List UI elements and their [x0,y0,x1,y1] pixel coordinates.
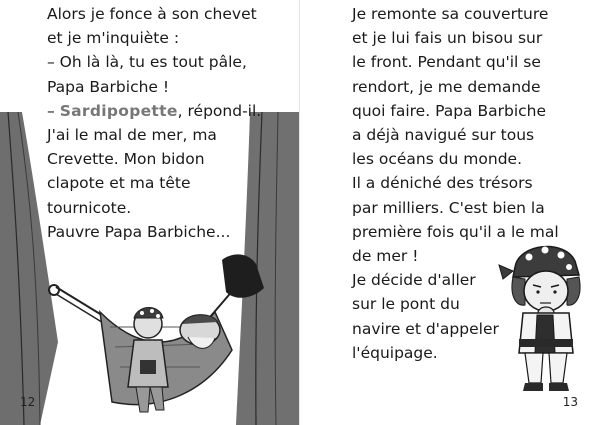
page-number-left: 12 [20,395,36,409]
dialog-suffix: , répond-il. [177,101,262,120]
text-line: Pauvre Papa Barbiche... [47,222,231,241]
text-line: première fois qu'il a le mal [352,222,559,241]
text-line: rendort, je me demande [352,77,541,96]
vest [535,315,555,353]
text-line: – Oh là là, tu es tout pâle, [47,53,247,72]
belt [519,339,573,347]
text-line: Je remonte sa couverture [352,5,549,23]
text-line: Crevette. Mon bidon [47,150,205,169]
text-line: navire et d'appeler [352,319,499,338]
text-line: Alors je fonce à son chevet [47,5,257,23]
text-line: les océans du monde. [352,150,523,169]
text-line: et je m'inquiète : [47,29,180,48]
text-line: clapote et ma tête [47,174,191,193]
text-line: J'ai le mal de mer, ma [47,126,217,145]
text-line: Papa Barbiche ! [47,77,170,96]
text-line: de mer ! [352,247,419,266]
text-line: Il a déniché des trésors [352,174,533,193]
character-name: Sardipopette [59,101,178,120]
text-line: Je décide d'aller [352,271,476,290]
page-number-right: 13 [562,395,578,409]
text-line: tournicote. [47,198,132,217]
right-page [300,0,600,425]
girl-face [524,271,568,311]
dialog-line [47,99,297,123]
text-line: sur le pont du [352,295,460,314]
girl-pirate-illustration [495,235,595,395]
left-page-text [47,2,297,244]
text-line: l'équipage. [352,343,438,362]
dialog-prefix: – [47,101,60,120]
text-line: par milliers. C'est bien la [352,198,545,217]
text-line: le front. Pendant qu'il se [352,53,541,72]
text-line: quoi faire. Papa Barbiche [352,101,547,120]
text-line: a déjà navigué sur tous [352,126,535,145]
text-line: et je lui fais un bisou sur [352,29,543,48]
